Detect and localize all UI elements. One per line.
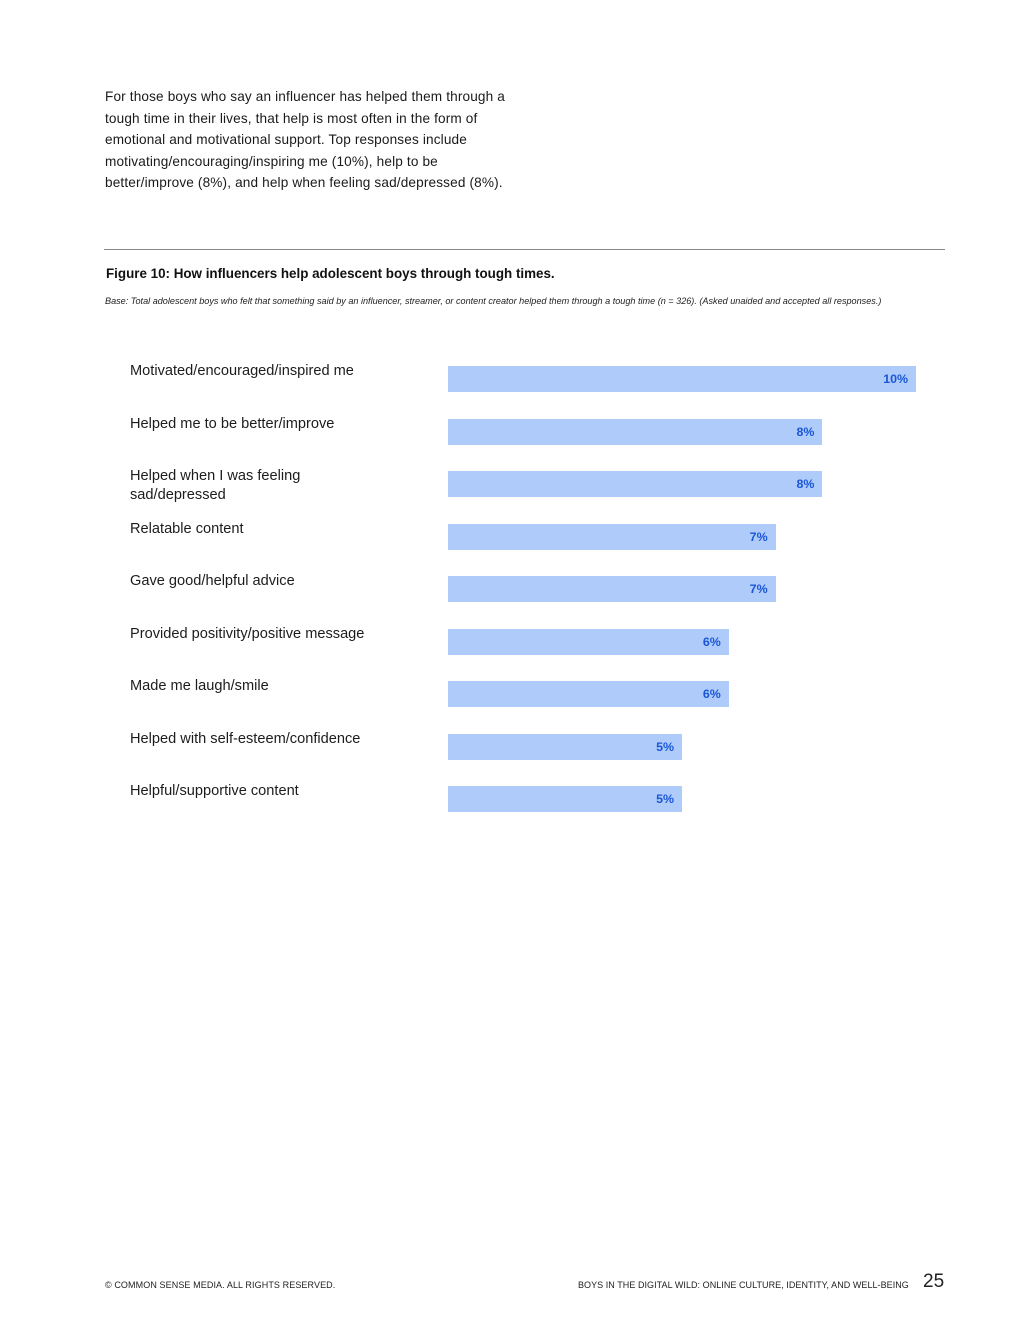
category-label: Gave good/helpful advice: [130, 573, 295, 589]
bar-value-label: 8%: [796, 424, 815, 439]
figure-title: Figure 10: How influencers help adolescent boys through tough times.: [106, 266, 555, 281]
bar-value-label: 10%: [883, 372, 908, 386]
category-label: Provided positivity/positive message: [130, 625, 365, 642]
footer-copyright: © COMMON SENSE MEDIA. ALL RIGHTS RESERVED.: [105, 1280, 336, 1290]
bar-value-label: 7%: [749, 582, 768, 596]
intro-paragraph: For those boys who say an influencer has helped them through a tough time in their lives, that help is most often in the form of emotional and motivational support. Top responses include motivating/encouraging/inspiring me (10%), help to be better/improve (8%), and help when feeling sad/depressed (8%).: [105, 89, 505, 191]
category-label: Helped when I was feeling sad/depressed: [130, 468, 301, 503]
bar-value-label: 8%: [796, 477, 815, 491]
figure-base-note: Base: Total adolescent boys who felt that something said by an influencer, streamer, or content creator helped them through a tough time (n = 326). (Asked unaided and accepted all responses.): [105, 296, 882, 306]
page-number: 25: [923, 1271, 945, 1292]
footer-report-title: BOYS IN THE DIGITAL WILD: ONLINE CULTURE, IDENTITY, AND WELL-BEING: [578, 1280, 909, 1290]
category-label: Helped with self-esteem/confidence: [130, 730, 361, 747]
bar-value-label: 6%: [702, 634, 721, 649]
bar-value-label: 6%: [702, 687, 721, 701]
category-label: Helped me to be better/improve: [130, 415, 335, 432]
bar-value-label: 7%: [749, 529, 768, 544]
bar-value-label: 5%: [656, 739, 674, 754]
bar-value-label: 5%: [656, 792, 674, 806]
category-label: Helpful/supportive content: [130, 783, 299, 799]
category-label: Motivated/encouraged/inspired me: [130, 363, 354, 379]
section-divider: [104, 249, 945, 250]
category-label: Relatable content: [130, 520, 244, 537]
category-label: Made me laugh/smile: [130, 678, 269, 694]
